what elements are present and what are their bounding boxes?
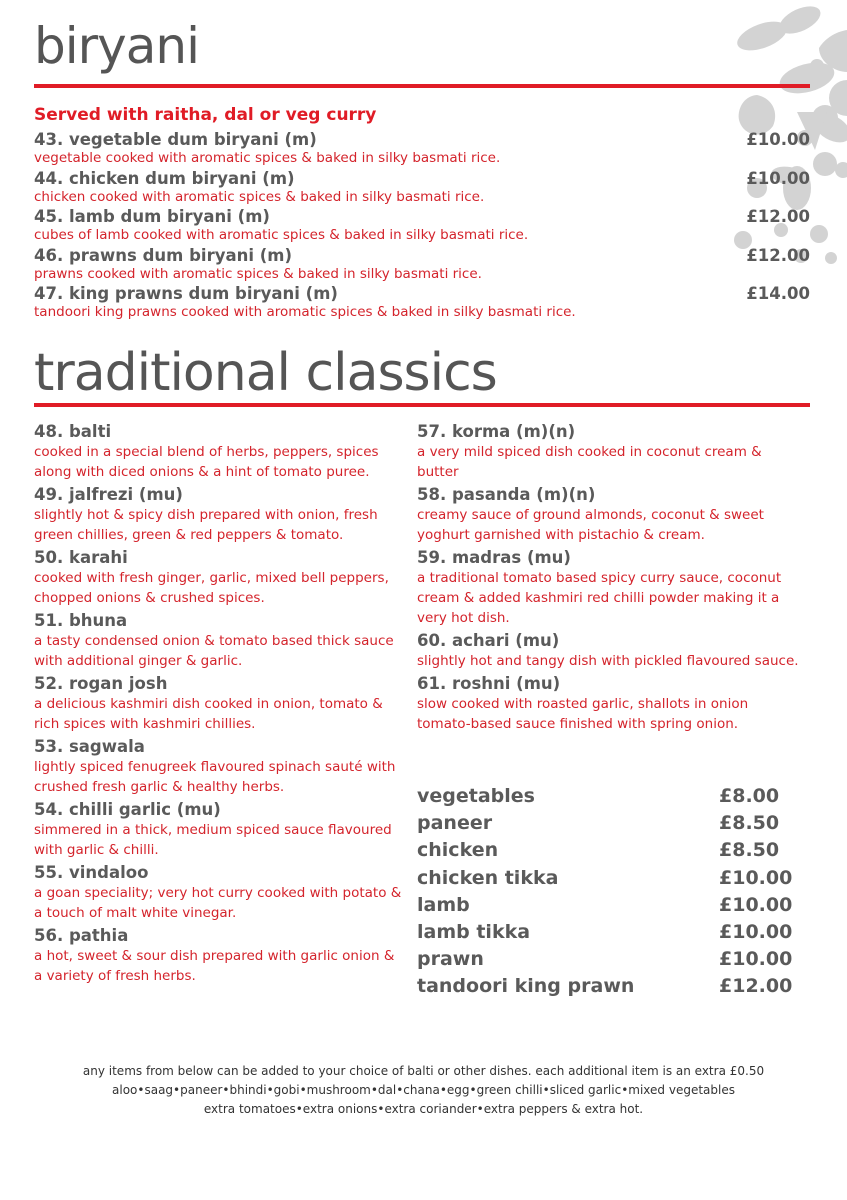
menu-item-description: lightly spiced fenugreek flavoured spinach sauté with crushed fresh garlic & healthy herbs. [34, 759, 396, 795]
menu-item [34, 547, 406, 608]
section-title-biryani: biryani [34, 17, 199, 75]
menu-item-description: cubes of lamb cooked with aromatic spices & baked in silky basmati rice. [34, 227, 529, 243]
price-row [417, 810, 797, 837]
menu-item-name: 44. chicken dum biryani (m) [34, 168, 295, 188]
menu-item [34, 130, 810, 169]
menu-item [34, 862, 406, 923]
section-divider-classics [34, 403, 810, 407]
menu-item-price: £10.00 [746, 130, 810, 149]
price-row-price: £12.00 [719, 975, 793, 998]
price-row-label: prawn [417, 948, 484, 971]
menu-item-description: a goan speciality; very hot curry cooked with potato & a touch of malt white vinegar. [34, 885, 402, 921]
classics-right-column [417, 421, 802, 736]
protein-price-list [417, 783, 797, 1001]
biryani-menu-list [34, 130, 810, 323]
price-row-label: paneer [417, 812, 493, 835]
menu-item [34, 284, 810, 323]
price-row-price: £10.00 [719, 948, 793, 971]
price-row-price: £8.50 [719, 812, 780, 835]
price-row-price: £8.50 [719, 839, 780, 862]
price-row [417, 783, 797, 810]
menu-item-name: 47. king prawns dum biryani (m) [34, 284, 338, 303]
footnote-line: aloo•saag•paneer•bhindi•gobi•mushroom•dal•chana•egg•green chilli•sliced garlic•mixed vegetables [112, 1083, 735, 1097]
menu-item-name: 53. sagwala [34, 737, 145, 756]
menu-item-description: a hot, sweet & sour dish prepared with garlic onion & a variety of fresh herbs. [34, 948, 395, 984]
price-row [417, 946, 797, 973]
classics-left-column [34, 421, 406, 988]
menu-item-description: slightly hot and tangy dish with pickled flavoured sauce. [417, 653, 799, 669]
price-row-price: £10.00 [719, 920, 793, 943]
menu-item-name: 52. rogan josh [34, 674, 168, 693]
menu-item-description: a tasty condensed onion & tomato based thick sauce with additional ginger & garlic. [34, 633, 394, 669]
price-row-label: vegetables [417, 785, 535, 807]
price-row-label: chicken [417, 839, 499, 862]
menu-item-description: tandoori king prawns cooked with aromatic spices & baked in silky basmati rice. [34, 304, 576, 320]
menu-item-name: 50. karahi [34, 548, 128, 567]
menu-item-description: a very mild spiced dish cooked in coconut cream & butter [417, 444, 762, 480]
menu-item [417, 630, 802, 671]
menu-item-description: cooked with fresh ginger, garlic, mixed bell peppers, chopped onions & crushed spices. [34, 570, 389, 606]
menu-item-name: 55. vindaloo [34, 863, 149, 882]
menu-item-price: £12.00 [746, 207, 810, 226]
menu-item-name: 51. bhuna [34, 611, 128, 630]
price-row-label: chicken tikka [417, 866, 559, 889]
menu-item-price: £12.00 [746, 245, 810, 265]
price-row-label: lamb tikka [417, 920, 531, 943]
price-row [417, 865, 797, 892]
price-row [417, 919, 797, 946]
menu-item-description: simmered in a thick, medium spiced sauce flavoured with garlic & chilli. [34, 822, 392, 858]
menu-item-price: £14.00 [746, 284, 810, 303]
menu-item-description: a delicious kashmiri dish cooked in onion, tomato & rich spices with kashmiri chillies. [34, 696, 383, 732]
menu-item-name: 58. pasanda (m)(n) [417, 485, 596, 504]
extras-footnote [0, 1062, 847, 1119]
section-title-traditional-classics: traditional classics [34, 343, 497, 403]
menu-item [417, 673, 802, 734]
menu-item [34, 673, 406, 734]
menu-item-name: 54. chilli garlic (mu) [34, 800, 221, 819]
menu-item-name: 57. korma (m)(n) [417, 422, 576, 441]
menu-item-description: cooked in a special blend of herbs, peppers, spices along with diced onions & a hint of tomato puree. [34, 444, 379, 480]
biryani-subtitle: Served with raitha, dal or veg curry [34, 105, 377, 125]
menu-item [34, 207, 810, 246]
menu-item [34, 925, 406, 986]
menu-item-description: vegetable cooked with aromatic spices & baked in silky basmati rice. [34, 150, 501, 166]
menu-item [34, 421, 406, 482]
menu-item-description: chicken cooked with aromatic spices & baked in silky basmati rice. [34, 188, 485, 205]
menu-item-name: 60. achari (mu) [417, 631, 560, 650]
price-row [417, 973, 797, 1000]
menu-item-description: slightly hot & spicy dish prepared with onion, fresh green chillies, green & red peppers & tomato. [34, 507, 378, 543]
price-row [417, 837, 797, 864]
menu-item-name: 48. balti [34, 422, 112, 441]
menu-item-price: £10.00 [746, 168, 810, 188]
price-row-label: lamb [417, 893, 470, 916]
footnote-line: any items from below can be added to your choice of balti or other dishes. each additional item is an extra £0.50 [82, 1064, 765, 1078]
menu-item [34, 169, 810, 208]
price-row-price: £10.00 [719, 893, 793, 916]
menu-item-name: 61. roshni (mu) [417, 674, 561, 693]
menu-item-description: a traditional tomato based spicy curry sauce, coconut cream & added kashmiri red chilli powder making it a very hot dish. [417, 570, 782, 626]
price-row-price: £8.00 [719, 785, 780, 807]
menu-item [417, 484, 802, 545]
price-row-price: £10.00 [719, 866, 793, 889]
menu-item-description: slow cooked with roasted garlic, shallots in onion tomato-based sauce finished with spring onion. [417, 696, 749, 732]
menu-item [417, 547, 802, 628]
footnote-line: extra tomatoes•extra onions•extra coriander•extra peppers & extra hot. [203, 1102, 644, 1116]
menu-item-description: prawns cooked with aromatic spices & baked in silky basmati rice. [34, 265, 482, 282]
menu-item [34, 799, 406, 860]
menu-item-name: 49. jalfrezi (mu) [34, 485, 183, 504]
menu-item-name: 56. pathia [34, 926, 129, 945]
menu-item [34, 484, 406, 545]
price-row-label: tandoori king prawn [417, 975, 635, 998]
section-divider-biryani [34, 84, 810, 88]
menu-item-name: 59. madras (mu) [417, 548, 571, 567]
price-row [417, 892, 797, 919]
menu-item-name: 46. prawns dum biryani (m) [34, 245, 293, 265]
menu-item-name: 45. lamb dum biryani (m) [34, 207, 270, 226]
menu-item-name: 43. vegetable dum biryani (m) [34, 130, 317, 149]
menu-item-description: creamy sauce of ground almonds, coconut & sweet yoghurt garnished with pistachio & cream. [417, 507, 764, 543]
menu-item [34, 246, 810, 285]
menu-item [34, 610, 406, 671]
menu-item [417, 421, 802, 482]
menu-item [34, 736, 406, 797]
